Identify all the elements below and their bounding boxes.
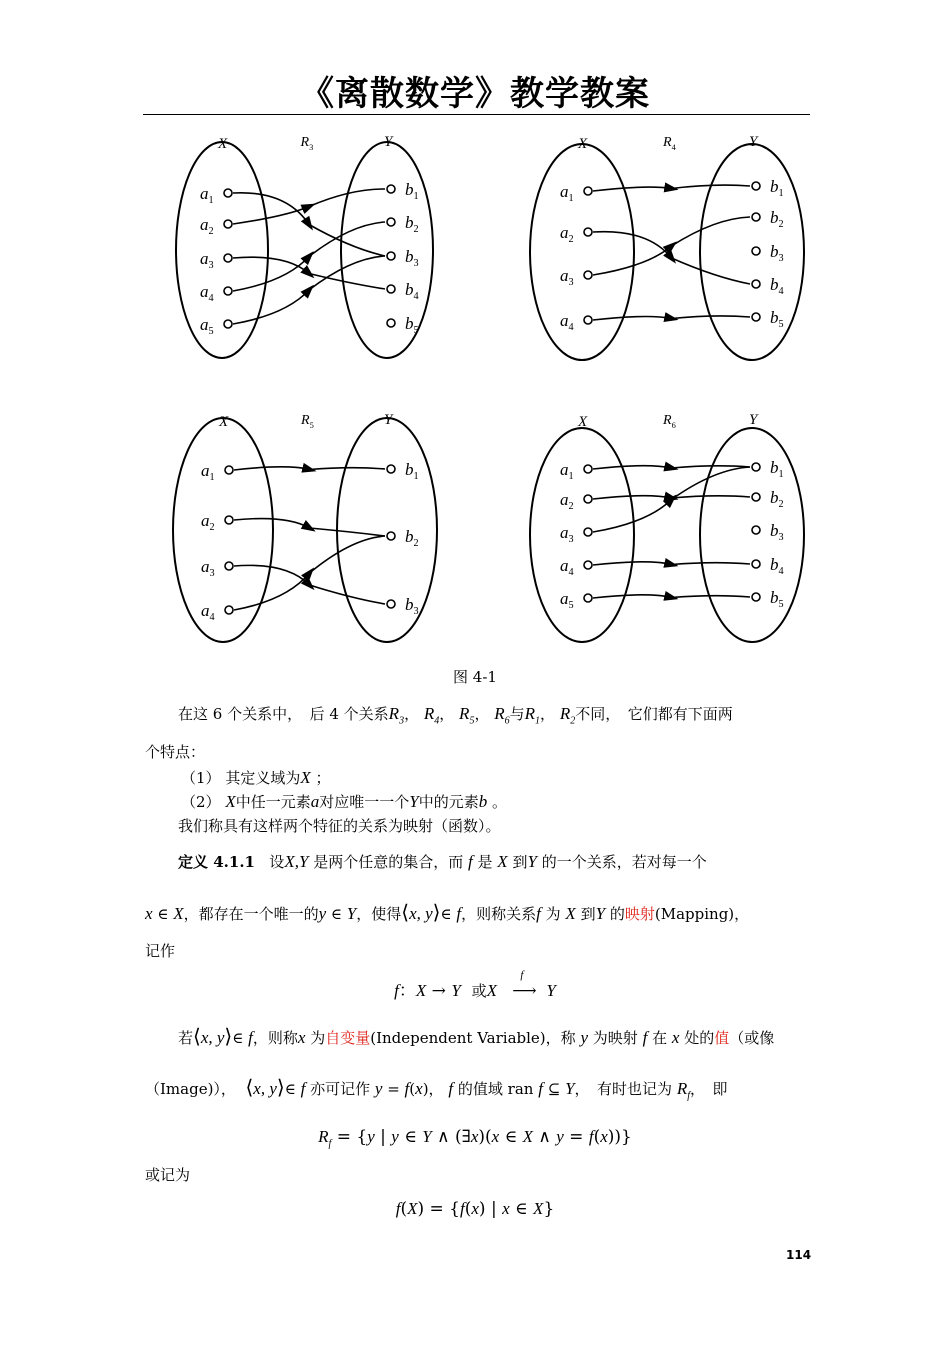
- img-text: （Image)），: [145, 1080, 236, 1098]
- symbol-X: X: [300, 768, 311, 787]
- node-label-b2: $b_2$: [405, 213, 419, 235]
- node-b3: [752, 247, 760, 255]
- def-text: 的一个关系，若对每一个: [541, 853, 707, 871]
- node-label-b5: $b_5$: [770, 588, 784, 610]
- term-independent-en: (Independent Variable): [370, 1029, 546, 1047]
- arrow-a4-b5: [593, 316, 672, 320]
- arrow-a2-b2: [234, 519, 310, 528]
- arrow-f: f ⟶: [512, 969, 537, 1001]
- node-b2: [387, 532, 395, 540]
- node-a1: [584, 465, 592, 473]
- symbol-x: x: [600, 1127, 608, 1146]
- node-a2: [225, 516, 233, 524]
- node-b2: [752, 493, 760, 501]
- node-a1: [584, 187, 592, 195]
- def-text: ，都存在一个唯一的: [183, 905, 319, 923]
- intro-text-1: 在这 6 个关系中， 后 4 个关系: [178, 705, 389, 723]
- arrow-tail-a2-b4: [672, 258, 751, 284]
- symbol-xy: x, y: [253, 1079, 277, 1098]
- node-label-a3: $a_3$: [201, 557, 215, 579]
- arrow-tail-a1-b1: [310, 468, 386, 470]
- node-b1: [752, 182, 760, 190]
- arrow-f-label: f: [520, 969, 524, 981]
- def-text: 是两个任意的集合，而: [313, 853, 464, 871]
- codomain-label: Y: [749, 134, 758, 150]
- symbol-f: f: [395, 1199, 401, 1218]
- symbol-f: f: [460, 1199, 465, 1218]
- def-text: 到: [512, 853, 528, 871]
- sep: ，: [439, 705, 455, 723]
- arrow-tail-a5-b5: [672, 596, 751, 598]
- symbol-Y: Y: [595, 904, 606, 923]
- relation-label: $R_4$: [663, 135, 676, 152]
- arrow-tail-a2-b2: [672, 496, 751, 498]
- symbol-y: y: [374, 1079, 383, 1098]
- arrow-a4-b2: [234, 573, 310, 610]
- conclusion-text: 我们称具有这样两个特征的关系为映射（函数）。: [178, 817, 501, 835]
- symbol-f: f: [538, 1079, 543, 1098]
- node-a2: [224, 220, 232, 228]
- symbol-X: X: [522, 1127, 533, 1146]
- symbol-y: y: [391, 1127, 399, 1146]
- formula-or: 或: [471, 982, 487, 1000]
- symbol-X: X: [225, 792, 236, 811]
- symbol-Y: Y: [451, 981, 461, 1000]
- angle-close: ⟩: [432, 900, 441, 924]
- arrow-a5-b5: [593, 595, 672, 598]
- node-label-b4: $b_4$: [405, 280, 419, 302]
- symbol-Rf: $R_f$: [676, 1079, 690, 1102]
- arrow-a3-b4: [233, 257, 309, 273]
- symbol-Y: Y: [527, 852, 537, 871]
- symbol-x: x: [470, 1127, 479, 1146]
- node-b2: [752, 213, 760, 221]
- symbol-X: X: [565, 904, 576, 923]
- relation-diagram-R3: [176, 134, 433, 358]
- symbol-Rf: $R_f$: [318, 1127, 332, 1150]
- arrow-a3-b3: [234, 565, 310, 585]
- arrow-a1-b3: [233, 193, 309, 225]
- ind-text: 若: [178, 1029, 194, 1047]
- arrow-tail-a2-b2: [310, 528, 386, 536]
- arrow-tail-a4-b4: [672, 563, 751, 565]
- domain-ellipse: [173, 418, 273, 642]
- node-a4: [225, 606, 233, 614]
- term-mapping: 映射: [624, 905, 655, 923]
- symbol-y: y: [556, 1127, 564, 1146]
- arrow-a1-b1: [234, 467, 310, 470]
- domain-label: X: [218, 136, 228, 152]
- definition-line-3: 记作: [145, 942, 176, 960]
- node-label-a4: $a_4$: [560, 311, 574, 333]
- term-mapping-en: (Mapping)，: [654, 905, 750, 923]
- def-text: ，则称关系: [461, 905, 537, 923]
- page-number: 114: [786, 1248, 812, 1262]
- node-b3: [387, 600, 395, 608]
- node-b1: [752, 463, 760, 471]
- node-a1: [224, 189, 232, 197]
- symbol-R3: $R_3$: [388, 704, 405, 727]
- domain-ellipse: [176, 142, 268, 358]
- symbol-f: f: [536, 904, 541, 923]
- node-label-a3: $a_3$: [560, 523, 574, 545]
- node-a3: [224, 254, 232, 262]
- domain-label: X: [578, 136, 588, 152]
- node-a4: [224, 287, 232, 295]
- symbol-Y: Y: [565, 1079, 575, 1098]
- img-text: ， 有时也记为: [574, 1080, 673, 1098]
- node-b4: [387, 285, 395, 293]
- symbol-Y: Y: [409, 792, 419, 811]
- codomain-label: Y: [384, 412, 393, 428]
- definition-label: 定义 4.1.1: [178, 853, 255, 871]
- arrow-a2-b2: [593, 496, 672, 499]
- arrow-tail-a3-b2: [672, 217, 751, 246]
- term-value: 值: [714, 1029, 730, 1047]
- symbol-x: x: [491, 1127, 500, 1146]
- node-b5: [752, 593, 760, 601]
- node-b1: [387, 185, 395, 193]
- node-a4: [584, 316, 592, 324]
- relation-diagram-R5: [173, 412, 437, 642]
- node-label-b3: $b_3$: [770, 242, 784, 264]
- arrow-a4-b2: [233, 257, 309, 292]
- ind-text: ，则称: [252, 1029, 298, 1047]
- symbol-X: X: [407, 1199, 418, 1218]
- symbol-f: f: [248, 1028, 253, 1047]
- symbol-X: X: [415, 981, 427, 1000]
- item-2-text-3: 中的元素: [418, 793, 479, 811]
- node-a4: [584, 561, 592, 569]
- item-2-text-1: 中任一元素: [235, 793, 311, 811]
- arrow-tail-a1-b3: [309, 225, 385, 257]
- symbol-R4: $R_4$: [423, 704, 440, 727]
- definition-line-1: [178, 852, 707, 872]
- symbol-x: x: [297, 1028, 306, 1047]
- and-text: 与: [509, 705, 525, 723]
- angle-close: ⟩: [224, 1024, 233, 1048]
- relation-label: $R_3$: [300, 135, 314, 152]
- formula-f: f: [394, 981, 399, 1000]
- node-label-b3: $b_3$: [405, 595, 419, 617]
- symbol-X: X: [486, 981, 497, 1000]
- node-b4: [752, 280, 760, 288]
- def-text: 的: [609, 905, 625, 923]
- ind-text: 为映射: [592, 1029, 638, 1047]
- symbol-f: f: [300, 1079, 306, 1098]
- def-text: 是: [477, 853, 493, 871]
- symbol-y: y: [580, 1028, 588, 1047]
- formula-colon: ：: [398, 981, 416, 1001]
- node-label-a1: $a_1$: [201, 461, 215, 483]
- symbol-Y: Y: [422, 1127, 432, 1146]
- node-label-a4: $a_4$: [560, 556, 574, 578]
- node-label-b1: $b_1$: [405, 180, 419, 202]
- codomain-ellipse: [700, 428, 804, 642]
- symbol-Y: Y: [346, 904, 357, 923]
- node-b3: [752, 526, 760, 534]
- node-label-b4: $b_4$: [770, 275, 784, 297]
- arrow-tail-a4-b2: [310, 536, 386, 573]
- sep: ，: [540, 705, 556, 723]
- symbol-R2: $R_2$: [559, 704, 576, 727]
- angle-close: ⟩: [276, 1075, 285, 1099]
- item-2-number: （2）: [181, 793, 221, 811]
- symbol-a: a: [310, 792, 320, 811]
- arrow-a1-b1: [593, 466, 672, 469]
- node-label-b3: $b_3$: [770, 521, 784, 543]
- node-a1: [225, 466, 233, 474]
- item-1-end: ；: [315, 769, 331, 787]
- arrow-a3-b2: [593, 246, 672, 275]
- node-label-b2: $b_2$: [770, 488, 784, 510]
- node-label-a1: $a_1$: [560, 460, 574, 482]
- formula-mapping: f：X → Y 或X f ⟶ Y: [394, 969, 556, 1001]
- symbol-R5: $R_5$: [459, 704, 475, 727]
- intro-line-2: 个特点：: [145, 743, 206, 761]
- symbol-x: x: [502, 1199, 510, 1218]
- symbol-y: y: [367, 1127, 375, 1146]
- codomain-label: Y: [749, 412, 758, 428]
- relation-diagram-R4: [530, 134, 804, 360]
- symbol-x: x: [415, 1079, 423, 1098]
- symbol-Y: Y: [546, 981, 556, 1000]
- img-text: ，: [428, 1080, 444, 1098]
- def-text: 设: [269, 853, 285, 871]
- def-text: 到: [580, 905, 596, 923]
- node-label-a1: $a_1$: [560, 182, 574, 204]
- intro-line-1: [178, 704, 733, 731]
- node-label-b1: $b_1$: [405, 460, 419, 482]
- node-label-a3: $a_3$: [560, 266, 574, 288]
- node-label-b2: $b_2$: [770, 208, 784, 230]
- item-2: [181, 792, 507, 812]
- relation-label: $R_6$: [663, 413, 676, 430]
- angle-open: ⟨: [193, 1024, 201, 1048]
- node-b1: [387, 465, 395, 473]
- arrow-a5-b3: [233, 290, 309, 324]
- relation-diagram-R6: [530, 412, 804, 642]
- item-1-number: （1）: [181, 769, 221, 787]
- arrow-tail-a3-b3: [310, 585, 386, 604]
- node-label-b1: $b_1$: [770, 177, 784, 199]
- angle-pair: ⟨: [401, 900, 410, 924]
- ind-text: （或像: [729, 1029, 775, 1047]
- arrow-tail-a4-b2: [309, 222, 385, 257]
- symbol-x: x: [471, 1199, 479, 1218]
- symbol-R6: $R_6$: [494, 704, 510, 727]
- term-independent-variable: 自变量: [325, 1029, 371, 1047]
- codomain-label: Y: [384, 134, 393, 150]
- node-b5: [387, 319, 395, 327]
- arrow-tail-a5-b3: [309, 256, 385, 290]
- ind-text: 处的: [684, 1029, 715, 1047]
- intro-text-2: 不同， 它们都有下面两: [575, 705, 733, 723]
- domain-label: X: [219, 414, 229, 430]
- node-a5: [224, 320, 232, 328]
- ind-text: 在: [652, 1029, 668, 1047]
- symbol-f: f: [588, 1127, 594, 1146]
- node-label-a4: $a_4$: [200, 282, 214, 304]
- sep: ，: [474, 705, 490, 723]
- symbol-X: X: [173, 904, 184, 923]
- img-text: ， 即: [690, 1080, 728, 1098]
- node-b5: [752, 313, 760, 321]
- symbol-x: x: [671, 1028, 680, 1047]
- node-a5: [584, 594, 592, 602]
- node-a2: [584, 228, 592, 236]
- node-label-a1: $a_1$: [200, 184, 214, 206]
- node-b3: [387, 252, 395, 260]
- symbol-X: X: [497, 852, 508, 871]
- symbol-f: f: [448, 1079, 454, 1098]
- symbol-fx: f: [404, 1079, 410, 1098]
- node-label-a2: $a_2$: [201, 511, 215, 533]
- node-a3: [225, 562, 233, 570]
- x-in-X: x: [145, 904, 153, 923]
- definition-line-2: x ∈ X，都存在一个唯一的y ∈ Y，使得⟨x, y⟩∈ f，则称关系f 为 X 到Y 的映射(Mapping)，: [145, 900, 750, 924]
- item-1: [181, 768, 331, 788]
- node-b2: [387, 218, 395, 226]
- node-label-b5: $b_5$: [770, 308, 784, 330]
- item-2-end: 。: [492, 793, 508, 811]
- node-b4: [752, 560, 760, 568]
- codomain-ellipse: [337, 418, 437, 642]
- node-label-a4: $a_4$: [201, 601, 215, 623]
- sep: ，: [404, 705, 420, 723]
- node-label-a2: $a_2$: [560, 223, 574, 245]
- node-label-a5: $a_5$: [200, 315, 214, 337]
- node-a3: [584, 271, 592, 279]
- node-a2: [584, 495, 592, 503]
- domain-label: X: [578, 414, 588, 430]
- symbol-f: f: [467, 852, 473, 871]
- def-text: 为: [545, 905, 561, 923]
- item-2-text-2: 对应唯一一个: [319, 793, 410, 811]
- node-label-b1: $b_1$: [770, 458, 784, 480]
- image-line: （Image)）， ⟨x, y⟩∈ f 亦可记作 y = f(x)， f 的值域 ran f ⊆ Y， 有时也记为 $R_f$， 即: [145, 1075, 728, 1102]
- arrow-a1-b1: [593, 187, 672, 191]
- node-label-a3: $a_3$: [200, 249, 214, 271]
- figure-caption: 图 4-1: [453, 668, 497, 686]
- symbol-b: b: [478, 792, 488, 811]
- page-header-title: 《离散数学》教学教案: [300, 74, 650, 114]
- node-label-b4: $b_4$: [770, 555, 784, 577]
- img-text: 亦可记作: [310, 1080, 371, 1098]
- symbol-xy: x, y: [200, 1028, 225, 1047]
- symbol-X-Y: X,Y: [284, 852, 309, 871]
- node-label-b3: $b_3$: [405, 247, 419, 269]
- symbol-f: f: [456, 904, 462, 923]
- ran-text: ran: [507, 1080, 534, 1098]
- node-label-a5: $a_5$: [560, 589, 574, 611]
- symbol-f: f: [642, 1028, 648, 1047]
- ind-text: 为: [310, 1029, 326, 1047]
- y-in-Y: y: [318, 904, 327, 923]
- ind-text: ，称: [545, 1029, 576, 1047]
- symbol-xy: x, y: [409, 904, 433, 923]
- symbol-R1: $R_1$: [524, 704, 541, 727]
- def-text: ，使得: [356, 905, 402, 923]
- formula-range: $R_f = \{y$ | y ∈ Y ∧ (∃x)(x ∈ X ∧ y = f(x))}: [318, 1127, 632, 1150]
- node-label-b2: $b_2$: [405, 527, 419, 549]
- arrow-a2-b1: [233, 207, 309, 225]
- or-record-text: 或记为: [145, 1166, 191, 1184]
- item-1-text: 其定义域为: [225, 769, 301, 787]
- domain-ellipse: [530, 428, 634, 642]
- img-text: 的值域: [457, 1080, 503, 1098]
- formula-image-set: f(X) = {f(x) | x ∈ X}: [395, 1199, 555, 1219]
- independent-line: 若⟨x, y⟩∈ f，则称x 为自变量(Independent Variable)，称 y 为映射 f 在 x 处的值（或像: [178, 1024, 775, 1048]
- angle-open: ⟨: [245, 1075, 254, 1099]
- node-a3: [584, 528, 592, 536]
- node-label-b5: $b_5$: [405, 314, 419, 336]
- node-label-a2: $a_2$: [200, 215, 214, 237]
- symbol-X: X: [533, 1199, 544, 1218]
- domain-ellipse: [530, 144, 634, 360]
- node-label-a2: $a_2$: [560, 490, 574, 512]
- relation-label: $R_5$: [301, 413, 314, 430]
